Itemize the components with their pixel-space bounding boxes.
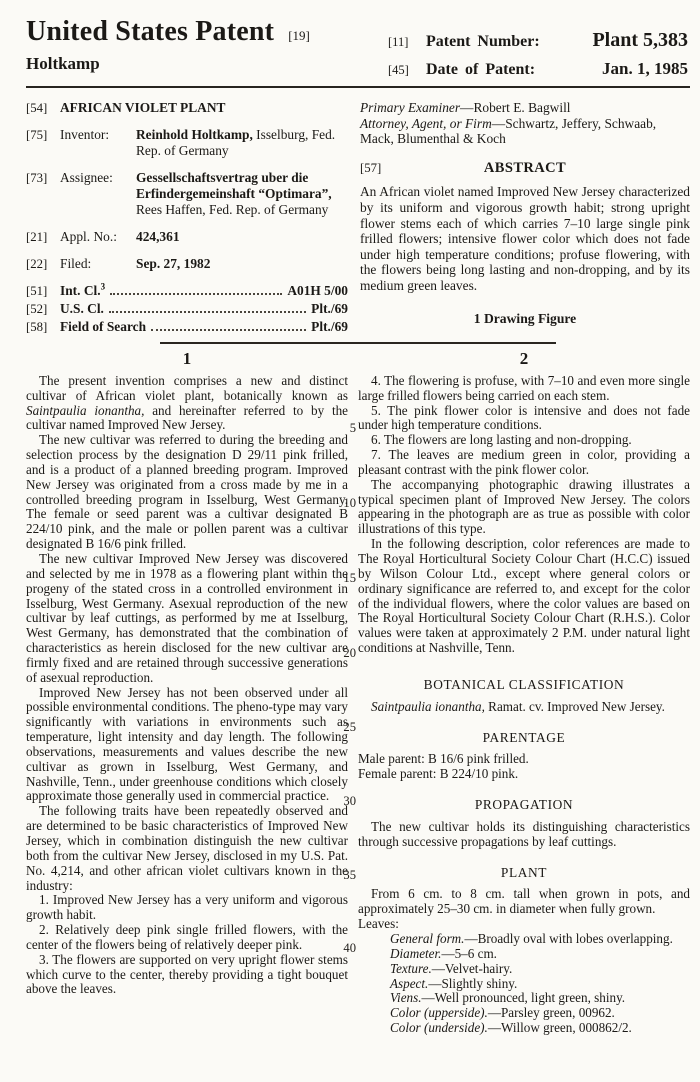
inventor-value [136, 127, 348, 159]
abstract-heading: ABSTRACT [483, 159, 567, 176]
botanical-classification-text: Saintpaulia ionantha, Ramat. cv. Improved New Jersey. [371, 698, 665, 714]
inventor-name: Reinhold Holtkamp, [136, 127, 253, 142]
line-number-30: 30 [343, 794, 356, 808]
primary-examiner-line [360, 100, 690, 116]
assignee-label: Assignee: [60, 170, 113, 185]
filed-label: Filed: [60, 256, 92, 271]
appl-label: Appl. No.: [60, 229, 117, 244]
trait-item-1: 1. Improved New Jersey has a very uniform and vigorous growth habit. [26, 892, 348, 923]
dotted-leader [151, 329, 306, 331]
heading-plant: PLANT [500, 864, 548, 880]
paragraph: The new cultivar Improved New Jersey was discovered and selected by me in 1978 as a flowering plant within the progeny of the stated cross in a controlled environment in Isselburg, West Germany. Asexual reproduction of the new cultivar by leaf cuttings, as performed by me at Isselburg, West Germany, has demonstrated that the combination of characteristics as herein disclosed for the new cultivar are firmly fixed and are retained through successive generations of asexual reproduction. [26, 550, 348, 685]
botanical-name-italic: Saintpaulia ionantha, [371, 698, 485, 714]
column-2-number: 2 [519, 349, 529, 368]
trait-item-4: 4. The flowering is profuse, with 7–10 and even more single large frilled flowers being carried on each stem. [358, 372, 690, 403]
int-cl-label: Int. Cl.$^3$ [60, 281, 106, 298]
inventor-label: Inventor: [60, 127, 110, 142]
us-cl-value: Plt./69 [311, 301, 348, 316]
filed-tag: [22] [26, 257, 48, 271]
attorney-line [360, 116, 690, 147]
bibliographic-left-column [26, 100, 348, 337]
patent-number-tag: [11] [388, 35, 409, 49]
section-divider-rule [160, 342, 556, 344]
title-tag: [54] [26, 101, 48, 115]
column-1-number: 1 [182, 349, 192, 368]
trait-item-7: 7. The leaves are medium green in color, providing a pleasant contrast with the pink flower color. [358, 447, 690, 477]
us-cl-tag: [52] [26, 302, 48, 316]
line-number-35: 35 [343, 868, 356, 882]
body-column-1 [26, 349, 349, 997]
inventor-tag: [75] [26, 128, 48, 142]
attorney-value: —Schwartz, Jeffery, Schwaab, Mack, Blumenthal & Koch [360, 115, 657, 147]
filed-row [26, 256, 348, 272]
invention-title: AFRICAN VIOLET PLANT [60, 100, 226, 115]
application-number-row [26, 229, 348, 245]
fos-line [60, 319, 348, 335]
date-value: Jan. 1, 1985 [602, 59, 688, 78]
fos-value: Plt./69 [311, 319, 348, 334]
parentage-female: Female parent: B 224/10 pink. [358, 766, 519, 782]
abstract-tag: [57] [360, 160, 382, 175]
paragraph: The accompanying photographic drawing illustrates a typical specimen plant of Improved New Jersey. The colors appearing in the photograph are as true as possible with color illustrations of this type. [358, 476, 690, 537]
assignee-value [136, 170, 348, 218]
dotted-leader [110, 293, 282, 295]
propagation-text: The new cultivar holds its distinguishing characteristics through successive propagations by leaf cuttings. [358, 818, 690, 849]
header-rule [26, 86, 690, 88]
leaf-general-form: General form.—Broadly oval with lobes overlapping. [390, 931, 673, 946]
leaves-label: Leaves: [358, 916, 399, 932]
assignee-name: Gessellschaftsvertrag uber die Erfindergemeinshaft “Optimara”, [136, 170, 332, 201]
line-number-25: 25 [343, 720, 356, 734]
inventor-surname: Holtkamp [26, 54, 100, 73]
abstract-text: An African violet named Improved New Jersey characterized by its uniform and vigorous growth habit; strong upright flower stems each of which carries 7–10 large single pink frilled flowers; intensive flower color which does not fade under high temperature conditions; profuse flowering, with the flowers being long lasting and non-dropping, and by its medium green leaves. [360, 184, 690, 293]
parentage-male: Male parent: B 16/6 pink frilled. [358, 751, 529, 767]
paragraph: The present invention comprises a new and distinct cultivar of African violet plant, botanically known as Saintpaulia ionantha, and hereinafter referred to by the cultivar named Improved New Jersey. [26, 372, 349, 433]
date-label: Date of Patent: [426, 61, 536, 78]
kind-code-tag: [19] [288, 28, 310, 43]
filed-value: Sep. 27, 1982 [136, 256, 211, 271]
int-cl-row [26, 283, 348, 299]
assignee-tag: [73] [26, 171, 48, 185]
leaf-texture: Texture.—Velvet-hairy. [390, 960, 513, 976]
us-cl-label: U.S. Cl. [60, 301, 104, 316]
leaf-diameter: Diameter.—5–6 cm. [390, 945, 497, 961]
patent-header [26, 16, 688, 78]
drawing-figure-note: 1 Drawing Figure [473, 310, 577, 326]
trait-item-5: 5. The pink flower color is intensive and does not fade under high temperature conditions. [358, 402, 690, 433]
heading-parentage: PARENTAGE [482, 729, 566, 745]
fos-label: Field of Search [60, 319, 147, 334]
heading-botanical-classification: BOTANICAL CLASSIFICATION [423, 676, 625, 692]
page-title: United States Patent [26, 16, 275, 47]
abstract-header [360, 161, 690, 177]
appl-tag: [21] [26, 230, 48, 244]
leaf-viens: Viens.—Well pronounced, light green, shiny. [390, 990, 626, 1006]
plant-size-text: From 6 cm. to 8 cm. tall when grown in pots, and approximately 25–30 cm. in diameter when fully grown. [358, 886, 690, 917]
patent-number-row [388, 29, 688, 52]
paragraph: Improved New Jersey has not been observed under all possible environmental conditions. The pheno-type may vary significantly with variations in environments such as temperature, light intensity and day length. The following observations, measurements and values describe the new cultivar as grown in Isselburg, West Germany, and Nashville, Tenn., under greenhouse conditions which closely approximate those generally used in commercial practice. [26, 684, 348, 804]
botanical-name-italic: Saintpaulia ionantha, [26, 402, 145, 418]
us-cl-line [60, 301, 348, 317]
trait-item-6: 6. The flowers are long lasting and non-dropping. [371, 432, 632, 448]
int-cl-line [60, 283, 348, 299]
line-number-10: 10 [343, 496, 356, 510]
dotted-leader [109, 311, 306, 313]
header-right-block [388, 22, 688, 79]
examiner-value: —Robert E. Bagwill [460, 100, 571, 115]
field-of-search-row [26, 319, 348, 335]
paragraph: In the following description, color references are made to The Royal Horticultural Society Colour Chart (H.C.C) issued by Wilson Colour Ltd., except where general colors or ordinary significance are referred to, and except for the color of the individual flowers, where the color values are based on The Royal Horticultural Society Colour Chart (R.H.S.). Color values were taken at approximately 2 P.M. under natural light conditions at Nashville, Tenn. [358, 536, 690, 656]
trait-item-3: 3. The flowers are supported on very upright flower stems which curve to the center, thereby providing a tight bouquet above the leaves. [26, 951, 348, 997]
patent-number-label: Patent Number: [426, 33, 540, 50]
appl-value: 424,361 [136, 229, 180, 244]
inventor-address: Isselburg, Fed. Rep. of Germany [136, 127, 336, 158]
body-column-2 [358, 349, 690, 1036]
leaf-color-underside: Color (underside).—Willow green, 000862/2. [390, 1020, 632, 1036]
inventor-row [26, 127, 348, 159]
trait-item-2: 2. Relatively deep pink single frilled flowers, with the center of the flowers being of relatively deeper pink. [26, 922, 348, 952]
line-number-15: 15 [343, 571, 356, 585]
date-of-patent-row [388, 59, 688, 79]
invention-title-row [26, 100, 348, 116]
int-cl-tag: [51] [26, 284, 48, 298]
us-cl-row [26, 301, 348, 317]
paragraph: The new cultivar was referred to during the breeding and selection process by the designation D 29/11 pink frilled, and is a product of a planned breeding program. Improved New Jersey was originated from a cross made by me in a controlled breeding program in Isselburg, West Germany. The female or seed parent was a cultivar designated B 224/10 pink, and the male or pollen parent was a cultivar designated B 16/6 pink frilled. [26, 432, 348, 552]
heading-propagation: PROPAGATION [474, 797, 574, 813]
date-tag: [45] [388, 63, 409, 77]
int-cl-superscript: 3 [100, 281, 106, 292]
patent-number-value: Plant 5,383 [592, 29, 688, 51]
leaf-color-upperside: Color (upperside).—Parsley green, 00962. [390, 1005, 615, 1021]
bibliographic-right-column [360, 100, 690, 326]
attorney-label: Attorney, Agent, or Firm [360, 115, 492, 131]
leaf-aspect: Aspect.—Slightly shiny. [390, 975, 518, 991]
paragraph: The following traits have been repeatedly observed and are determined to be basic characteristics of Improved New Jersey, which in combination distinguish the new cultivar both from the cultivar New Jersey, disclosed in my U.S. Pat. No. 4,214, and other african violet cultivars known in the industry: [26, 803, 348, 893]
fos-tag: [58] [26, 320, 48, 334]
int-cl-value: A01H 5/00 [287, 283, 348, 298]
line-number-40: 40 [343, 941, 356, 955]
assignee-row [26, 170, 348, 218]
line-number-20: 20 [343, 646, 356, 660]
examiner-label: Primary Examiner [360, 100, 461, 115]
assignee-address: Rees Haffen, Fed. Rep. of Germany [136, 202, 329, 217]
line-number-5: 5 [349, 421, 356, 435]
